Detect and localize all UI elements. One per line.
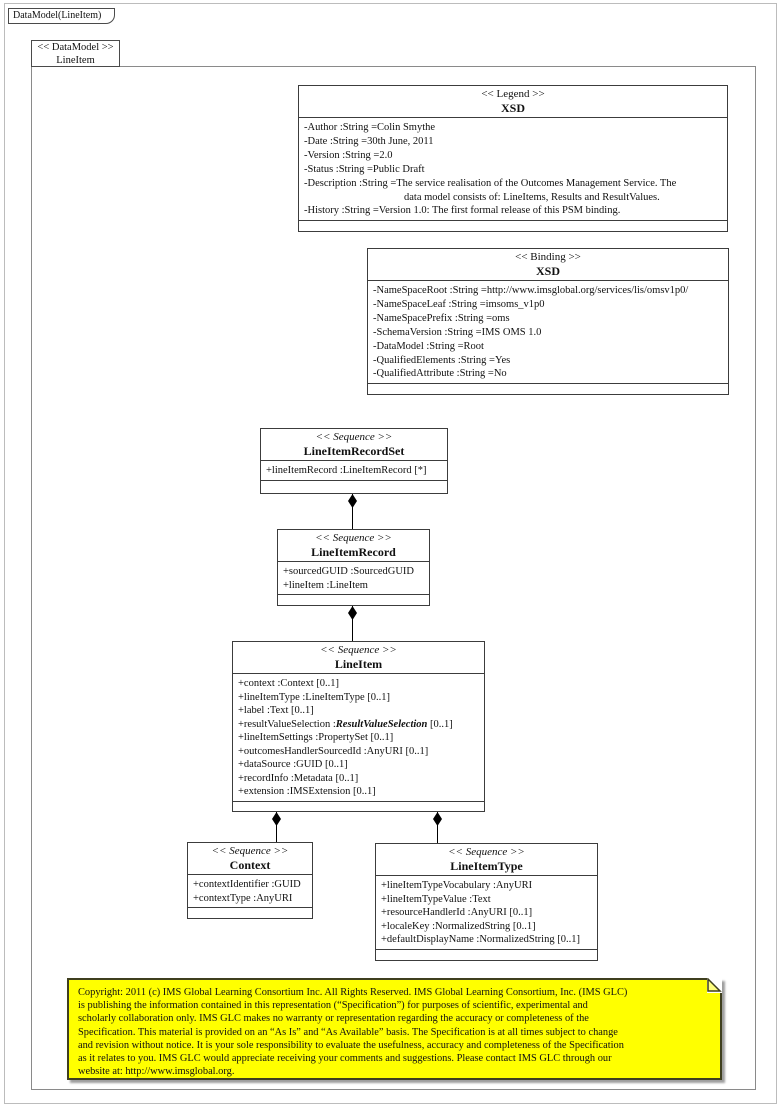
lineitemrecordset-attributes [261,461,447,481]
attribute: +extension :IMSExtension [0..1] [238,786,376,797]
lineitemrecordset-name: LineItemRecordSet [303,444,405,458]
note-line: and revision without notice. It is your sole responsibility to evaluate the usefulness, accuracy and completeness of the Specification [78,1039,624,1051]
legend-attribute: -Status :String =Public Draft [304,163,425,175]
legend-attribute: -Date :String =30th June, 2011 [304,135,434,147]
attribute: +contextType :AnyURI [193,892,293,904]
binding-empty-compartment [368,384,728,394]
context-attributes [188,875,312,908]
copyright-note [67,978,722,1080]
lineitemtype-class-box [375,843,598,961]
context-class-box [187,842,313,919]
context-name: Context [229,858,271,872]
attribute: +lineItemRecord :LineItemRecord [*] [266,465,427,476]
binding-attribute: -QualifiedAttribute :String =No [373,368,507,380]
attribute-text: [0..1] [427,718,453,730]
attribute: +outcomesHandlerSourcedId :AnyURI [0..1] [238,745,429,757]
lineitemrecordset-empty-compartment [261,481,447,494]
attribute: +context :Context [0..1] [238,678,339,689]
binding-attribute: -NameSpacePrefix :String =oms [373,312,510,324]
lineitem-attributes [233,674,484,802]
lineitemrecord-empty-compartment [278,595,429,605]
datamodel-frame-label [31,40,120,67]
context-empty-compartment [188,908,312,918]
lineitemtype-header [376,844,597,876]
binding-attribute: -NameSpaceRoot :String =http://www.imsglobal.org/services/lis/omsv1p0/ [373,285,689,296]
note-line: Copyright: 2011 (c) IMS Global Learning Consortium Inc. All Rights Reserved. IMS Global Learning Consortium, Inc. (IMS GLC) [78,987,628,998]
note-line: is publishing the information contained in this representation (“Specification”) for purposes of scientific, experimental and [78,1000,588,1012]
lineitem-empty-compartment [233,802,484,812]
legend-attribute: -Version :String =2.0 [304,149,393,161]
lineitemtype-attributes [376,876,597,950]
attribute: +resourceHandlerId :AnyURI [0..1] [381,907,533,918]
legend-stereotype: << Legend >> [481,88,545,100]
binding-attribute: -NameSpaceLeaf :String =imsoms_v1p0 [373,298,545,310]
binding-header [368,249,728,281]
lineitemtype-empty-compartment [376,950,597,961]
legend-attribute-wrap: data model consists of: LineItems, Results and ResultValues. [404,191,660,203]
legend-empty-compartment [299,221,727,231]
legend-class-box [298,85,728,232]
attribute: +defaultDisplayName :NormalizedString [0..1] [381,934,580,945]
frame-stereotype: << DataModel >> [37,42,114,53]
lineitemrecord-name: LineItemRecord [311,545,396,559]
attribute-abstract-type [238,718,481,732]
note-line: scholarly collaboration only. IMS GLC makes no warranty or representation regarding the accuracy or completeness of the [78,1013,589,1025]
attribute: +contextIdentifier :GUID [193,879,301,890]
binding-stereotype: << Binding >> [515,251,581,263]
note-line: Specification. This material is provided on an “As Is” and “As Available” basis. The Specification is at all times subject to change [78,1026,618,1038]
attribute: +localeKey :NormalizedString [0..1] [381,920,536,932]
binding-attribute: -SchemaVersion :String =IMS OMS 1.0 [373,326,542,338]
lineitem-header [233,642,484,674]
attribute: +lineItem :LineItem [283,579,368,591]
attribute: +dataSource :GUID [0..1] [238,759,348,770]
binding-attributes [368,281,728,384]
lineitemrecord-stereotype: << Sequence >> [315,532,392,544]
lineitemrecord-header [278,530,429,562]
attribute: +lineItemTypeValue :Text [381,893,491,905]
lineitem-stereotype: << Sequence >> [320,644,397,656]
legend-attributes [299,118,727,221]
note-fold-icon [707,978,722,993]
diagram-tab: DataModel(LineItem) [8,8,115,24]
lineitemrecordset-class-box [260,428,448,494]
abstract-type-name: ResultValueSelection [335,718,428,730]
lineitemtype-name: LineItemType [450,859,523,873]
legend-attribute: -History :String =Version 1.0: The first formal release of this PSM binding. [304,205,621,217]
lineitemrecord-attributes [278,562,429,595]
lineitem-class-box [232,641,485,812]
attribute-text: +resultValueSelection : [238,718,336,730]
attribute: +lineItemTypeVocabulary :AnyURI [381,880,533,891]
lineitem-name: LineItem [334,657,383,671]
attribute: +lineItemType :LineItemType [0..1] [238,691,390,703]
legend-header [299,86,727,118]
context-stereotype: << Sequence >> [211,845,289,857]
lineitemrecord-class-box [277,529,430,606]
attribute: +recordInfo :Metadata [0..1] [238,772,359,784]
lineitemrecordset-stereotype: << Sequence >> [315,431,393,443]
note-line: website at: http://www.imsglobal.org. [78,1066,235,1078]
attribute: +label :Text [0..1] [238,705,314,716]
lineitemrecordset-header [261,429,447,461]
binding-attribute: -QualifiedElements :String =Yes [373,354,511,366]
attribute: +lineItemSettings :PropertySet [0..1] [238,732,394,743]
frame-name: LineItem [56,54,95,66]
context-header [188,843,312,875]
legend-name: XSD [500,101,525,115]
lineitemtype-stereotype: << Sequence >> [448,846,525,858]
binding-name: XSD [535,264,560,278]
binding-class-box [367,248,729,395]
legend-attribute: -Author :String =Colin Smythe [304,122,436,133]
binding-attribute: -DataModel :String =Root [373,340,484,352]
note-line: as it relates to you. IMS GLC would appreciate receiving your comments and suggestions. Please contact IMS GLC through our [78,1053,612,1065]
attribute: +sourcedGUID :SourcedGUID [283,566,415,577]
legend-attribute: -Description :String =The service realisation of the Outcomes Management Service. The [304,177,677,189]
